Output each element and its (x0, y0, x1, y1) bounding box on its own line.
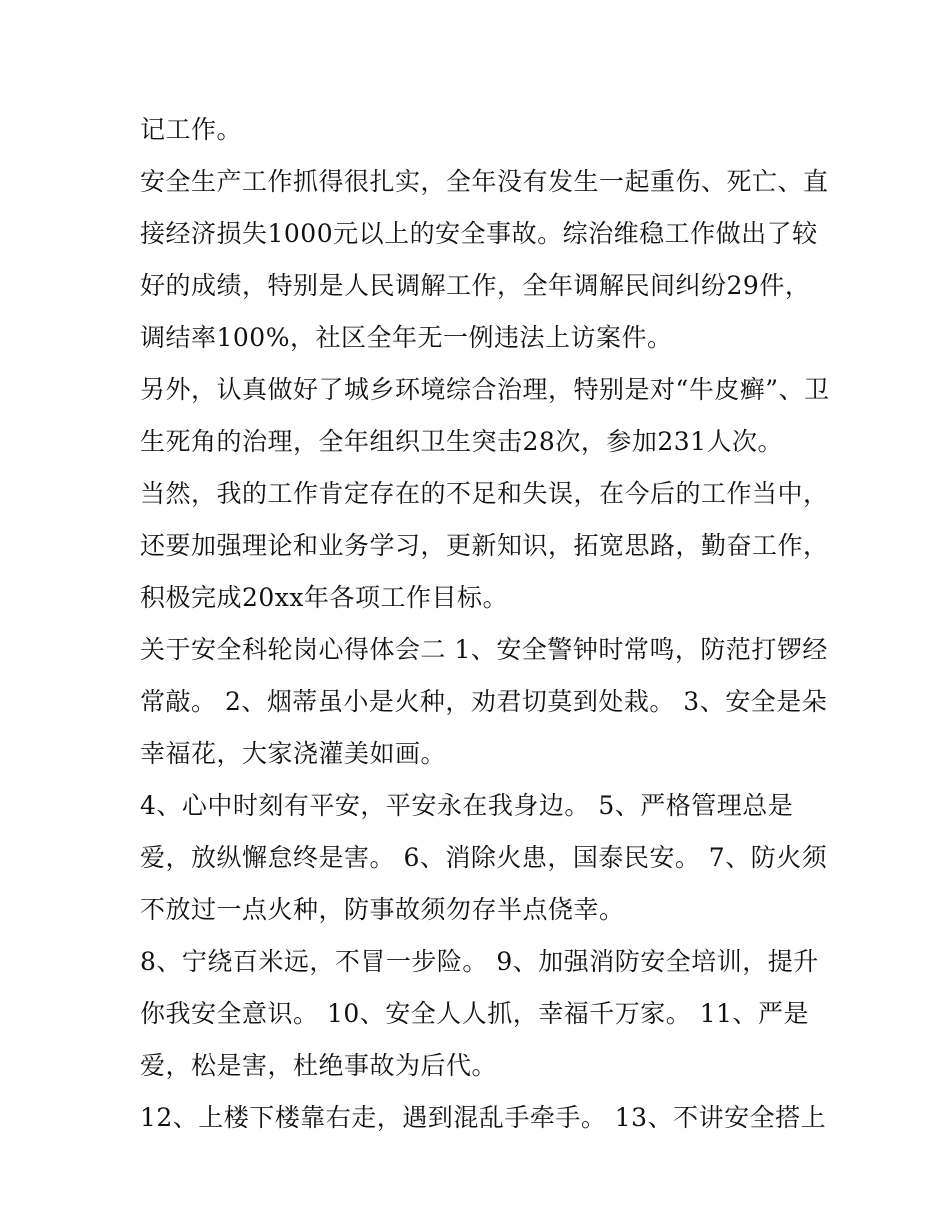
text-line: 爱，放纵懈怠终是害。 6、消除火患，国泰民安。 7、防火须 (140, 843, 828, 872)
text-line: 当然，我的工作肯定存在的不足和失误，在今后的工作当中， (140, 479, 829, 508)
text-line: 积极完成20xx年各项工作目标。 (140, 583, 509, 612)
text-line: 爱，松是害，杜绝事故为后代。 (140, 1051, 498, 1080)
text-line: 12、上楼下楼靠右走，遇到混乱手牵手。 13、不讲安全搭上 (140, 1103, 827, 1132)
text-line: 接经济损失1000元以上的安全事故。综治维稳工作做出了较 (140, 219, 818, 248)
text-line: 你我安全意识。 10、安全人人抓，幸福千万家。 11、严是 (140, 999, 810, 1028)
text-line: 幸福花，大家浇灌美如画。 (140, 739, 447, 768)
text-line: 4、心中时刻有平安，平安永在我身边。 5、严格管理总是 (140, 791, 794, 820)
text-line: 还要加强理论和业务学习，更新知识，拓宽思路，勤奋工作， (140, 531, 829, 560)
text-line: 安全生产工作抓得很扎实，全年没有发生一起重伤、死亡、直 (140, 167, 829, 196)
text-line: 8、宁绕百米远，不冒一步险。 9、加强消防安全培训，提升 (140, 947, 819, 976)
text-line: 记工作。 (140, 115, 243, 144)
text-line: 好的成绩，特别是人民调解工作，全年调解民间纠纷29件， (140, 271, 811, 300)
text-line: 关于安全科轮岗心得体会二 1、安全警钟时常鸣，防范打锣经 (140, 635, 828, 664)
text-line: 调结率100%，社区全年无一例违法上访案件。 (140, 323, 673, 352)
text-line: 另外，认真做好了城乡环境综合治理，特别是对“牛皮癣”、卫 (140, 375, 830, 404)
text-line: 生死角的治理，全年组织卫生突击28次，参加231人次。 (140, 427, 784, 456)
text-line: 常敲。 2、烟蒂虽小是火种，劝君切莫到处栽。 3、安全是朵 (140, 687, 828, 716)
text-line: 不放过一点火种，防事故须勿存半点侥幸。 (140, 895, 625, 924)
document-body (140, 104, 830, 1144)
